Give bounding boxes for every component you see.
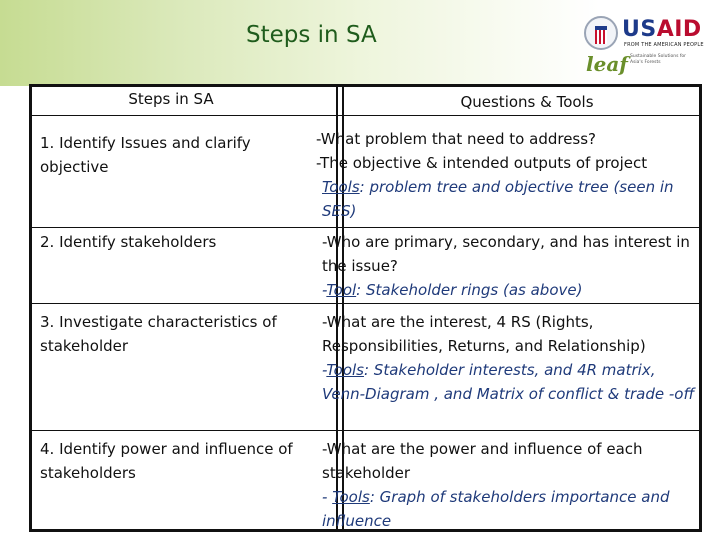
header-questions-tools: Questions & Tools (460, 93, 594, 111)
row-divider (32, 227, 699, 228)
row-divider (32, 430, 699, 431)
step-cell: 1. Identify Issues and clarify objective (40, 134, 251, 176)
tools-text: Tools: problem tree and objective tree (seen in SES) (322, 178, 674, 220)
leaf-logo: leaf (586, 52, 628, 76)
usaid-tagline: FROM THE AMERICAN PEOPLE (624, 42, 704, 48)
question-text: -Who are primary, secondary, and has interest in the issue? (322, 233, 690, 275)
tools-label: Tools (322, 178, 360, 196)
question-text: -What are the power and influence of each stakeholder (322, 440, 643, 482)
slide-title: Steps in SA (246, 22, 377, 48)
header-steps: Steps in SA (128, 90, 214, 108)
tools-label: Tool (326, 281, 357, 299)
questions-cell (316, 437, 700, 533)
tools-label: Tools (332, 488, 370, 506)
tools-label: Tools (326, 361, 364, 379)
question-text: -What are the interest, 4 RS (Rights, Responsibilities, Returns, and Relationship) (322, 313, 646, 355)
questions-cell (316, 310, 700, 406)
question-text: -The objective & intended outputs of project (316, 154, 648, 172)
step-cell: 3. Investigate characteristics of stakeholder (40, 313, 277, 355)
usaid-wordmark: USAID (622, 17, 702, 42)
questions-cell (316, 127, 700, 223)
tools-text: -Tool: Stakeholder rings (as above) (322, 281, 583, 299)
row-divider (32, 115, 699, 116)
questions-cell (316, 230, 700, 302)
usaid-logo (584, 14, 710, 76)
leaf-tagline: Sustainable Solutions for Asia's Forests (630, 54, 687, 65)
usaid-seal-icon (584, 16, 618, 50)
row-divider (32, 303, 699, 304)
step-cell: 4. Identify power and influence of stakeholders (40, 440, 293, 482)
tools-text: -Tools: Stakeholder interests, and 4R matrix, Venn-Diagram , and Matrix of conflict & trade -off (322, 361, 695, 403)
tools-text: - Tools: Graph of stakeholders importance and influence (322, 488, 670, 530)
steps-table (29, 84, 702, 532)
step-cell: 2. Identify stakeholders (40, 233, 217, 251)
question-text: -What problem that need to address? (316, 130, 597, 148)
